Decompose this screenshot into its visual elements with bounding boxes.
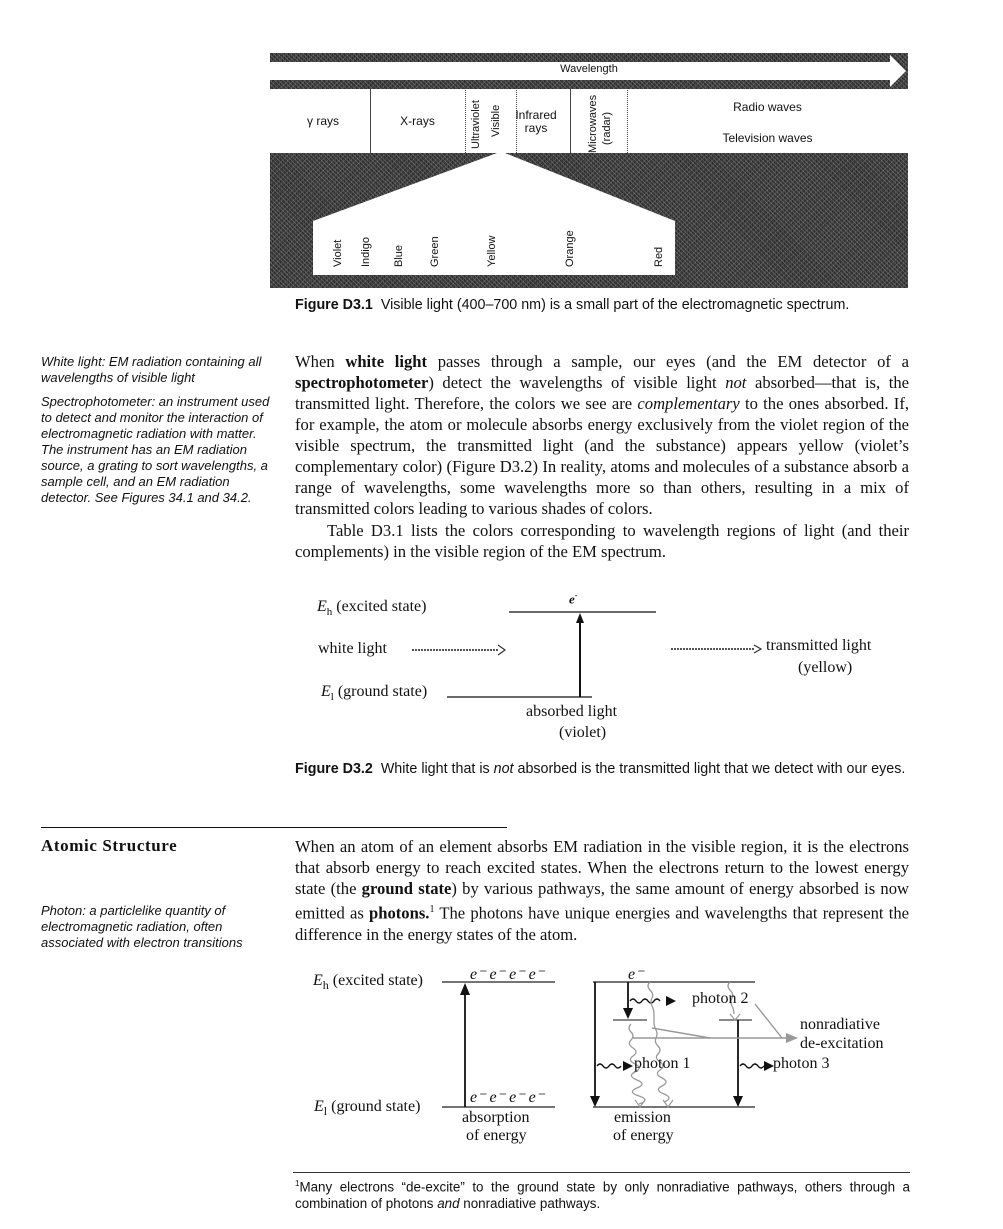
infrared-line2: rays: [524, 121, 548, 135]
color-red: Red: [653, 246, 665, 267]
paragraph-table-ref: Table D3.1 lists the colors corresponding to wavelength regions of light (and their complements) in the visible region of the EM spectrum.: [295, 521, 909, 561]
eh-text: (excited state): [332, 598, 427, 615]
footnote-number: 1: [295, 1179, 300, 1188]
text: absorbed—that is, the transmitted light. Therefore, the colors we see are: [295, 373, 910, 413]
absorbed-light-label: absorbed light: [526, 703, 618, 720]
eh-symbol: E: [317, 598, 327, 615]
margin-note-spectrophotometer: Spectrophotometer: an instrument used to detect and monitor the interaction of electromagnetic radiation with matter. The instrument has an EM radiation source, a grating to sort wavelengths, a sample cell, and an EM radiation detector. See Figures 34.1 and 34.2.: [41, 394, 270, 505]
text: (the: [330, 879, 362, 898]
footnote-rule: [293, 1172, 910, 1173]
eh-text: (excited state): [328, 972, 423, 989]
white-light-label: white light: [318, 640, 387, 657]
el-text: (ground state): [327, 1098, 421, 1115]
caption-label: Figure D3.1: [295, 297, 373, 313]
band-radar: (radar): [601, 111, 613, 145]
term-photons: photons.: [369, 903, 430, 923]
figure-d3-2: [300, 585, 900, 750]
text: to the ones absorbed. If, for example, the atom or molecule absorbs energy exclusively from the violet region of the visible spectrum, the transmitted light (and the substance) appears yellow (violet’s complementary color) (Figure D3.2) In reality, atoms and molecules of a substance absorb a range of wavelengths, some wavelengths more so than others, resulting in a mix of transmitted colors leading to various shades of colors.: [295, 394, 909, 518]
section-rule: [41, 827, 507, 828]
caption-emphasis: not: [493, 761, 514, 777]
el-symbol: E: [321, 683, 331, 700]
visible-expansion-shape: [270, 153, 908, 288]
band-infrared: [508, 109, 564, 135]
footnote-text: nonradiative pathways.: [459, 1196, 601, 1212]
absorption-energy-label: of energy: [466, 1127, 527, 1144]
figure-d3-1-caption: [295, 296, 885, 315]
electron-label: e⁻: [628, 966, 644, 983]
photon-3-label: photon 3: [773, 1055, 830, 1072]
caption-text: Visible light (400–700 nm) is a small part of the electromagnetic spectrum.: [380, 297, 850, 313]
text: passes through a sample, our eyes (and the EM detector of a: [427, 352, 909, 371]
excited-electrons: e⁻ e⁻ e⁻ e⁻: [470, 966, 545, 983]
text: When an atom of an element absorbs EM radiation in the visible region, it is the electrons that absorb energy to reach excited states. When the electrons return to the lowest energy state: [295, 837, 909, 898]
band-divider: [465, 88, 466, 153]
caption-label: Figure D3.2: [295, 761, 373, 777]
paragraph-atomic-structure: [295, 836, 909, 945]
absorption-emission-figure: [300, 960, 910, 1155]
eh-symbol: E: [313, 972, 323, 989]
text: ) by various pathways, the same amount of energy absorbed is now emitted as: [295, 879, 910, 923]
emission-energy-label: of energy: [613, 1127, 674, 1144]
nonradiative-label: nonradiative: [800, 1016, 880, 1033]
footnote: [295, 1175, 910, 1212]
band-microwaves: Microwaves: [587, 94, 599, 153]
margin-note-photon: Photon: a particlelike quantity of electromagnetic radiation, often associated with electron transitions: [41, 903, 243, 950]
el-symbol: E: [314, 1098, 324, 1115]
eh-sub: h: [322, 978, 329, 993]
footnote-ref[interactable]: 1: [429, 904, 435, 915]
electron-label: e-: [569, 591, 578, 607]
margin-note-white-light: White light: EM radiation containing all wavelengths of visible light: [41, 354, 262, 385]
paragraph-white-light: [295, 351, 909, 519]
term-ground-state: ground state: [361, 879, 452, 898]
color-indigo: Indigo: [360, 237, 372, 267]
ground-electrons: e⁻ e⁻ e⁻ e⁻: [470, 1089, 545, 1106]
band-x-rays: X-rays: [400, 114, 435, 128]
text: When: [295, 352, 346, 371]
transmitted-light-label: transmitted light: [766, 637, 872, 654]
term-white-light: white light: [345, 352, 428, 371]
footnote-emphasis: and: [437, 1196, 460, 1212]
color-orange: Orange: [564, 230, 576, 267]
color-violet: Violet: [332, 239, 344, 267]
absorbed-color-label: (violet): [559, 724, 607, 741]
el-sub: l: [330, 691, 334, 704]
emphasis: not: [725, 373, 747, 392]
band-radio-waves: Radio waves: [733, 100, 802, 114]
absorption-label: absorption: [462, 1109, 530, 1126]
caption-text: absorbed is the transmitted light that we detect with our eyes.: [513, 761, 906, 777]
deexcitation-label: de-excitation: [800, 1035, 884, 1052]
band-visible: Visible: [490, 104, 502, 137]
infrared-line1: Infrared: [515, 108, 557, 122]
emphasis: complementary: [637, 394, 740, 413]
emission-label: emission: [614, 1109, 671, 1126]
band-gamma-rays: γ rays: [306, 114, 339, 128]
transmitted-color-label: (yellow): [798, 659, 853, 676]
em-spectrum-figure: [270, 53, 908, 288]
color-green: Green: [429, 236, 441, 267]
color-blue: Blue: [393, 244, 405, 267]
section-heading: Atomic Structure: [41, 836, 178, 855]
band-ultraviolet: Ultraviolet: [470, 100, 482, 149]
photon-1-label: photon 1: [634, 1055, 691, 1072]
wavelength-label: Wavelength: [560, 63, 618, 75]
eh-sub: h: [326, 606, 333, 619]
footnote-text: Many electrons “de-excite” to the ground state by only nonradiative pathways, others through a combination of photons: [295, 1179, 910, 1212]
text: The photons have unique energies and wavelengths that represent the difference in the energy states of the atom.: [295, 903, 910, 944]
band-divider: [570, 88, 571, 153]
el-sub: l: [323, 1104, 328, 1119]
caption-text: White light that is: [380, 761, 494, 777]
text: ) detect the wavelengths of visible light: [428, 373, 726, 392]
el-text: (ground state): [333, 683, 428, 700]
color-yellow: Yellow: [486, 235, 498, 267]
band-television-waves: Television waves: [722, 131, 813, 145]
photon-2-label: photon 2: [692, 990, 749, 1007]
figure-d3-2-caption: [295, 760, 910, 779]
term-spectrophotometer: spectrophotometer: [295, 373, 429, 392]
